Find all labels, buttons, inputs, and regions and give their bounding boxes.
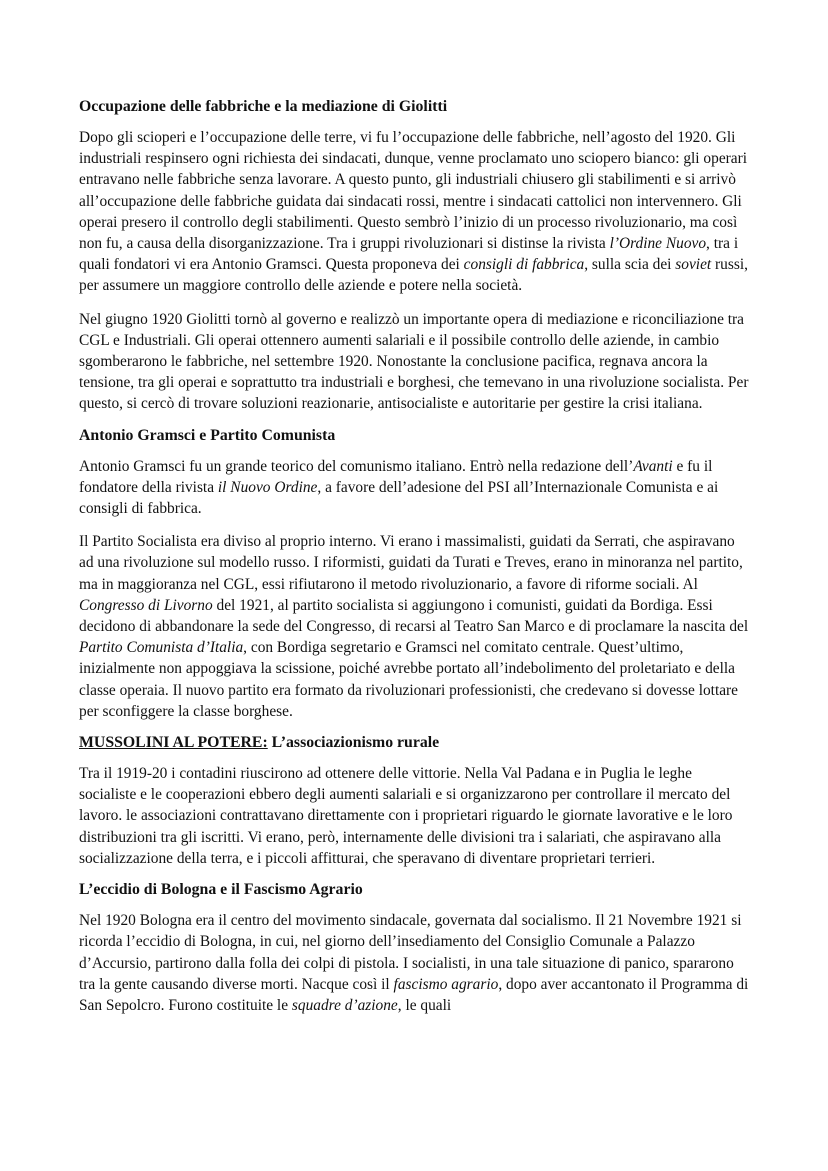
italic-run: Avanti bbox=[633, 457, 673, 475]
text-run: Dopo gli scioperi e l’occupazione delle terre, vi fu l’occupazione delle fabbriche, nell’agosto del 1920. Gli industriali respinsero ogni richiesta dei sindacati, dunque, venne proclamato uno sciopero bianco: gli operari entravano nelle fabbriche senza lavorare. A questo punto, gli industriali chiusero gli stabilimenti e si arrivò all’occupazione delle fabbriche guidata dai sindacati rossi, mentre i sindacati cattolici non intervennero. Gli operai presero il controllo degli stabilimenti. Questo sembrò l’inizio di un processo rivoluzionario, ma così non fu, a causa della disorganizzazione. Tra i gruppi rivoluzionari si distinse la rivista bbox=[79, 129, 748, 253]
text-run: Tra il 1919-20 i contadini riuscirono ad ottenere delle vittorie. Nella Val Padana e in Puglia le leghe socialiste e le cooperazioni ebbero degli aumenti salariali e si organizzarono per controllare il mercato del lavoro. le associazioni contrattavano direttamente con i proprietari riguardo le giornate lavorative e le loro distribuzioni tra gli iscritti. Vi erano, però, internamente delle divisioni tra i salariati, che aspiravano alla socializzazione della terra, e i piccoli affitturai, che speravano di diventare proprietari terrieri. bbox=[79, 765, 733, 867]
italic-run: fascismo agrario bbox=[393, 975, 499, 993]
section-heading-occupazione: Occupazione delle fabbriche e la mediazione di Giolitti bbox=[79, 98, 448, 115]
text-run: Nel giugno 1920 Giolitti tornò al governo e realizzò un importante opera di mediazione e riconciliazione tra CGL e Industriali. Gli operai ottennero aumenti salariali e il possibile controllo delle aziende, in cambio sgomberarono le fabbriche, nel settembre 1920. Nonostante la conclusione pacifica, regnava ancora la tensione, tra gli operai e soprattutto tra industriali e borghesi, che temevano in una rivoluzione socialista. Per questo, si cercò di trovare soluzioni reazionarie, antisocialiste e autoritarie per gestire la crisi italiana. bbox=[79, 310, 749, 413]
text-run: del 1921, al partito socialista si aggiungono i comunisti, guidati da Bordiga. Essi decidono di abbandonare la sede del Congresso, di recarsi al Teatro San Marco e di proclamare la nascita del bbox=[79, 596, 749, 636]
italic-run: il Nuovo Ordine bbox=[217, 478, 318, 496]
italic-run: Congresso di Livorno bbox=[79, 596, 213, 614]
text-run: Nel 1920 Bologna era il centro del movimento sindacale, governata dal socialismo. Il 21 Novembre 1921 si ricorda l’eccidio di Bologna, in cui, nel giorno dell’insediamento del Consiglio Comunale a Palazzo d’Accursio, partirono dalla folla dei colpi di pistola. I socialisti, in una tale situazione di panico, spararono tra la gente causando diverse morti. Nacque così il bbox=[79, 912, 742, 993]
text-run: e fu il fondatore della rivista bbox=[79, 457, 713, 496]
text-run: , a favore dell’adesione del PSI all’Internazionale Comunista e ai consigli di fabbrica. bbox=[79, 478, 719, 518]
italic-run: squadre d’azione bbox=[291, 996, 398, 1014]
heading-text: L’associazionismo rurale bbox=[267, 734, 440, 752]
paragraph bbox=[79, 910, 751, 1016]
italic-run: consigli di fabbrica bbox=[463, 256, 585, 274]
text-run: , le quali bbox=[397, 996, 452, 1014]
text-run: , dopo aver accantonato il Programma di San Sepolcro. Furono costituite le bbox=[79, 975, 749, 1014]
paragraph bbox=[79, 309, 751, 415]
heading-prefix-underlined: MUSSOLINI AL POTERE: bbox=[79, 734, 268, 752]
text-run: russi, per assumere un maggiore controllo delle aziende e potere nella società. bbox=[79, 256, 748, 295]
section-heading-mussolini bbox=[79, 732, 751, 753]
paragraph bbox=[79, 127, 751, 297]
text-run: Antonio Gramsci fu un grande teorico del comunismo italiano. Entrò nella redazione dell’ bbox=[79, 457, 634, 475]
italic-run: soviet bbox=[675, 256, 712, 274]
paragraph bbox=[79, 763, 751, 869]
section-heading-bologna: L’eccidio di Bologna e il Fascismo Agrario bbox=[79, 881, 363, 899]
text-run: , tra i quali fondatori vi era Antonio Gramsci. Questa proponeva dei bbox=[79, 235, 739, 274]
document-page bbox=[79, 96, 751, 1028]
text-run: , sulla scia dei bbox=[584, 256, 676, 274]
paragraph bbox=[79, 456, 751, 520]
italic-run: Partito Comunista d’Italia bbox=[79, 639, 244, 657]
paragraph bbox=[79, 531, 751, 722]
text-run: Il Partito Socialista era diviso al proprio interno. Vi erano i massimalisti, guidati da Serrati, che aspiravano ad una rivoluzione sul modello russo. I riformisti, guidati da Turati e Treves, erano in minoranza nel partito, ma in maggioranza nel CGL, essi rifiutarono il metodo rivoluzionario, a favore di riforme sociali. Al bbox=[79, 533, 743, 593]
section-heading-gramsci: Antonio Gramsci e Partito Comunista bbox=[79, 426, 336, 444]
text-run: , con Bordiga segretario e Gramsci nel comitato centrale. Quest’ultimo, inizialmente non appoggiava la scissione, poiché avrebbe portato all’indebolimento del proletariato e della classe operaia. Il nuovo partito era formato da rivoluzionari professionisti, che credevano si dovesse lottare per sconfiggere la classe borghese. bbox=[79, 639, 739, 720]
italic-run: l’Ordine Nuovo bbox=[609, 235, 707, 253]
